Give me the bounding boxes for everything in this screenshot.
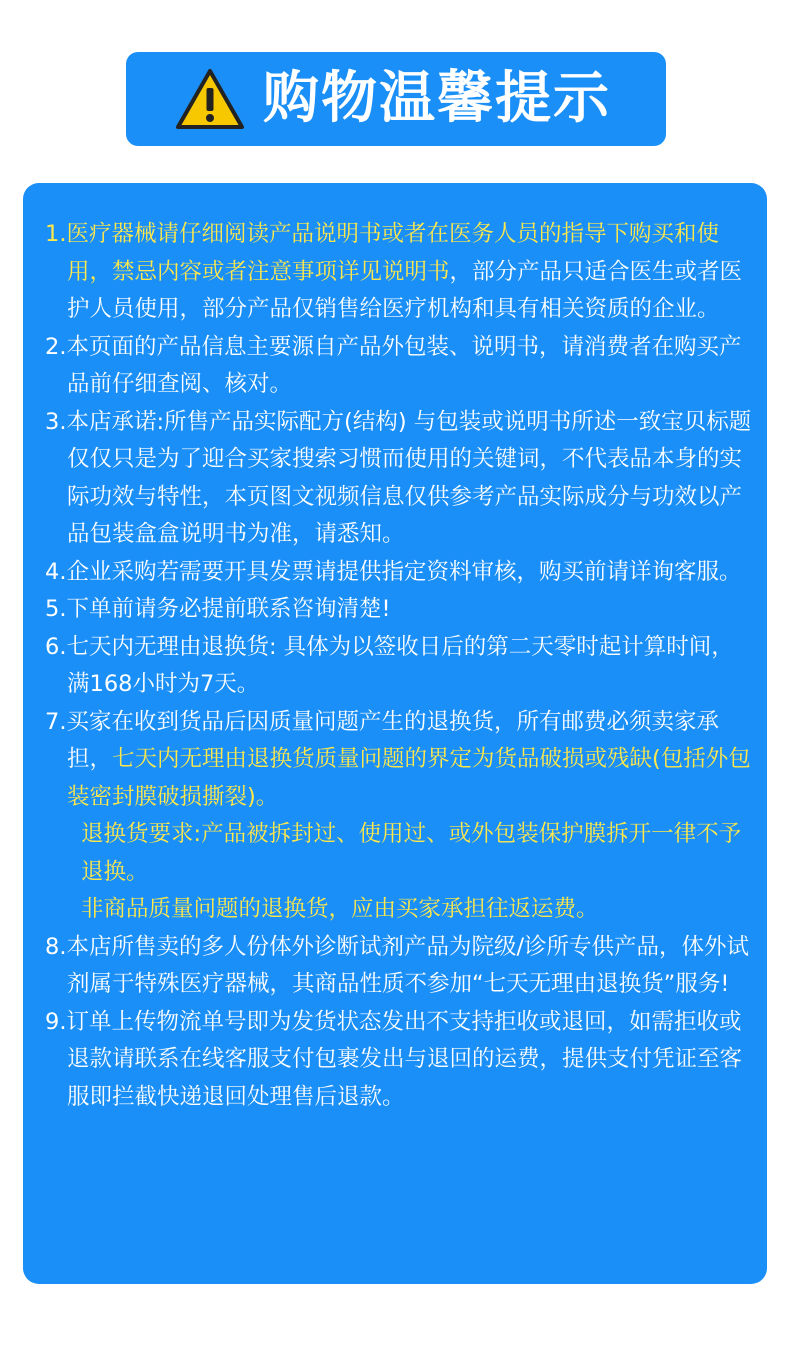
notice-panel xyxy=(23,183,767,1284)
warning-triangle-icon xyxy=(175,68,245,130)
page-title: 购物温馨提示 xyxy=(263,66,611,131)
notice-item-9: 9.订单上传物流单号即为发货状态发出不支持拒收或退回，如需拒收或退款请联系在线客服支付包裹发出与退回的运费，提供支付凭证至客服即拦截快递退回处理售后退款。 xyxy=(45,1008,743,1110)
shipping-fee-note: 非商品质量问题的退换货，应由买家承担往返运费。 xyxy=(81,896,599,922)
return-requirement-note: 退换货要求:产品被拆封过、使用过、或外包装保护膜拆开一律不予退换。 xyxy=(81,821,742,885)
notice-item-2: 2.本页面的产品信息主要源自产品外包装、说明书，请消费者在购买产品前仔细查阅、核对。 xyxy=(45,333,742,397)
notice-item-1-highlight: 1.医疗器械请仔细阅读产品说明书或者在医务人员的指导下购买和使用，禁忌内容或者注意事项详见说明书 xyxy=(45,221,719,285)
notice-item-4: 4.企业采购若需要开具发票请提供指定资料审核，购买前请详询客服。 xyxy=(45,558,742,585)
notice-item-5: 5.下单前请务必提前联系咨询清楚! xyxy=(45,596,391,622)
notice-item-1-text: ，部分产品只适合医生或者医护人员使用，部分产品仅销售给医疗机构和具有相关资质的企业。 xyxy=(67,258,743,322)
notice-item-7 xyxy=(45,704,755,929)
notice-item-7-text: 7.买家在收到货品后因质量问题产生的退换货，所有邮费必须卖家承担， xyxy=(45,708,719,772)
notice-item-3: 3.本店承诺:所售产品实际配方(结构) 与包装或说明书所述一致宝贝标题仅仅只是为了迎合买家搜索习惯而使用的关键词，不代表品本身的实际功效与特性，本页图文视频信息仅供参考产品实际成分与功效以产品包装盒盒说明书为准，请悉知。 xyxy=(45,408,752,547)
notice-item-8: 8.本店所售卖的多人份体外诊断试剂产品为院级/诊所专供产品，体外试剂属于特殊医疗器械，其商品性质不参加“七天无理由退换货”服务! xyxy=(45,933,750,997)
notice-item-6: 6.七天内无理由退换货: 具体为以签收日后的第二天零时起计算时间，满168小时为7天。 xyxy=(45,633,734,697)
notice-item-7-highlight: 七天内无理由退换货质量问题的界定为货品破损或残缺(包括外包装密封膜破损撕裂)。 xyxy=(67,746,751,810)
title-banner xyxy=(126,52,666,146)
notice-item-1 xyxy=(45,216,755,329)
notice-list xyxy=(45,216,755,1116)
